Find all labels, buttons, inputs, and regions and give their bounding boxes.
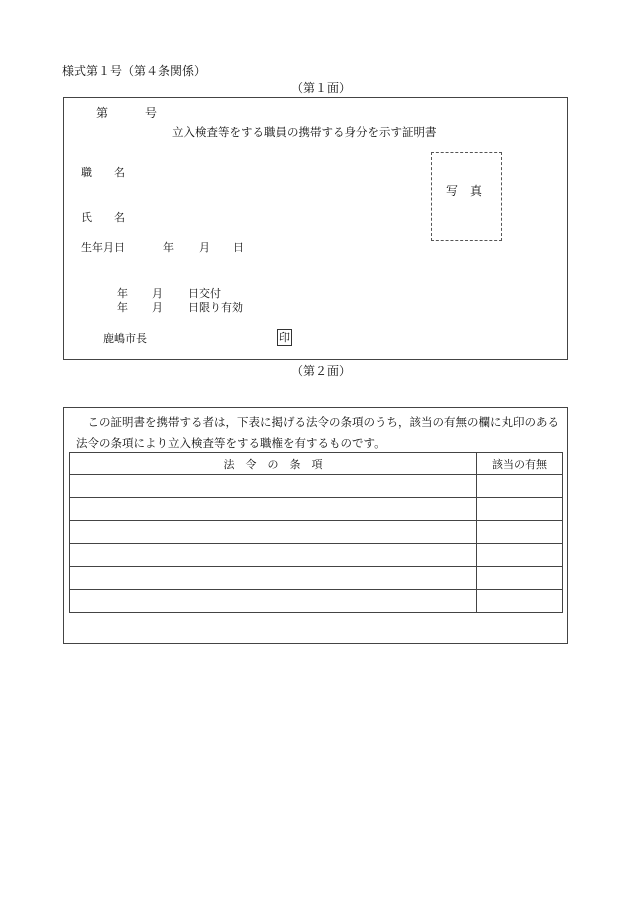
- applicability-cell: [477, 521, 563, 544]
- table-row: [70, 521, 563, 544]
- issued-month: 月: [152, 287, 163, 300]
- seal-stamp: 印: [279, 331, 290, 344]
- law-table: [69, 452, 563, 613]
- certificate-title: 立入検査等をする職員の携帯する身分を示す証明書: [172, 125, 437, 139]
- side1-label: （第１面）: [291, 81, 352, 95]
- applicability-header: 該当の有無: [477, 453, 563, 475]
- dob-label: 生年月日: [81, 241, 125, 254]
- law-clause-cell: [70, 544, 477, 567]
- applicability-cell: [477, 567, 563, 590]
- applicability-cell: [477, 590, 563, 613]
- name-label: 氏 名: [81, 211, 125, 224]
- table-row: [70, 567, 563, 590]
- certificate-number-go: 号: [145, 106, 158, 120]
- law-clause-header: 法 令 の 条 項: [70, 453, 477, 475]
- valid-month: 月: [152, 301, 163, 314]
- valid-year: 年: [117, 301, 128, 314]
- photo-label: 写 真: [446, 184, 483, 198]
- issued-date-suffix: 日交付: [188, 287, 221, 300]
- certificate-back: [63, 407, 568, 644]
- law-clause-cell: [70, 498, 477, 521]
- law-clause-cell: [70, 475, 477, 498]
- explanation-text: この証明書を携帯する者は，下表に掲げる法令の条項のうち，該当の有無の欄に丸印のある法令の条項により立入検査等をする職権を有するものです。: [76, 415, 559, 450]
- law-clause-cell: [70, 521, 477, 544]
- certificate-number-dai: 第: [96, 106, 109, 120]
- applicability-cell: [477, 544, 563, 567]
- applicability-cell: [477, 475, 563, 498]
- issued-year: 年: [117, 287, 128, 300]
- dob-month: 月: [199, 241, 210, 254]
- photo-area: [431, 152, 502, 241]
- table-row: [70, 475, 563, 498]
- applicability-cell: [477, 498, 563, 521]
- position-label: 職 名: [81, 166, 125, 179]
- valid-date-suffix: 日限り有効: [188, 301, 243, 314]
- certificate-front: [63, 97, 568, 360]
- dob-year: 年: [163, 241, 174, 254]
- table-row: [70, 498, 563, 521]
- table-row: [70, 544, 563, 567]
- dob-day: 日: [233, 241, 244, 254]
- form-label: 様式第１号（第４条関係）: [62, 64, 207, 78]
- table-row: [70, 590, 563, 613]
- law-table-header-row: [70, 453, 563, 475]
- law-clause-cell: [70, 590, 477, 613]
- issuer-title: 鹿嶋市長: [103, 332, 147, 345]
- law-clause-cell: [70, 567, 477, 590]
- side2-label: （第２面）: [291, 364, 352, 378]
